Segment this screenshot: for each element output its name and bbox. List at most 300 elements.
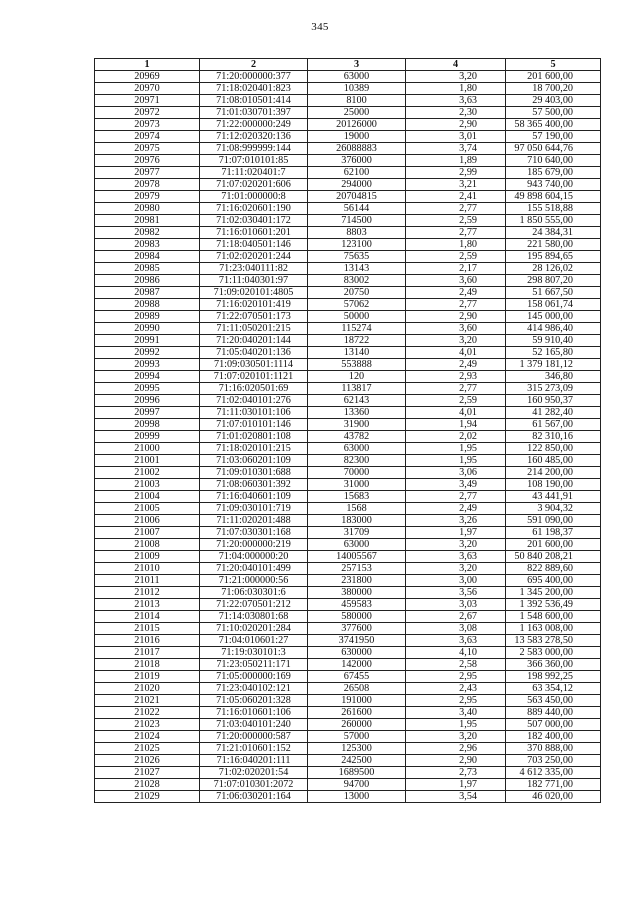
row-number-cell: 21028 (95, 779, 200, 791)
row-number-cell: 20990 (95, 323, 200, 335)
amount-cell: 346,80 (506, 371, 601, 383)
row-number-cell: 21021 (95, 695, 200, 707)
table-row (95, 683, 601, 695)
rate-cell: 2,59 (406, 215, 506, 227)
row-number-cell: 20985 (95, 263, 200, 275)
amount-cell: 703 250,00 (506, 755, 601, 767)
cadastral-number-cell: 71:04:000000:20 (200, 551, 308, 563)
amount-cell: 710 640,00 (506, 155, 601, 167)
rate-cell: 3,49 (406, 479, 506, 491)
table-row (95, 755, 601, 767)
table-row (95, 791, 601, 803)
rate-cell: 2,49 (406, 503, 506, 515)
amount-cell: 1 392 536,49 (506, 599, 601, 611)
amount-cell: 160 950,37 (506, 395, 601, 407)
amount-cell: 822 889,60 (506, 563, 601, 575)
area-cell: 20126000 (308, 119, 406, 131)
table-row (95, 359, 601, 371)
amount-cell: 182 400,00 (506, 731, 601, 743)
area-cell: 31900 (308, 419, 406, 431)
cadastral-number-cell: 71:16:010601:201 (200, 227, 308, 239)
table-row (95, 179, 601, 191)
row-number-cell: 21012 (95, 587, 200, 599)
area-cell: 15683 (308, 491, 406, 503)
table-row (95, 503, 601, 515)
row-number-cell: 20993 (95, 359, 200, 371)
table-row (95, 671, 601, 683)
rate-cell: 2,17 (406, 263, 506, 275)
row-number-cell: 21027 (95, 767, 200, 779)
amount-cell: 57 500,00 (506, 107, 601, 119)
cadastral-number-cell: 71:18:020101:215 (200, 443, 308, 455)
cadastral-number-cell: 71:11:040301:97 (200, 275, 308, 287)
table-row (95, 515, 601, 527)
rate-cell: 3,00 (406, 575, 506, 587)
table-row (95, 215, 601, 227)
amount-cell: 591 090,00 (506, 515, 601, 527)
rate-cell: 3,63 (406, 551, 506, 563)
area-cell: 1689500 (308, 767, 406, 779)
area-cell: 43782 (308, 431, 406, 443)
rate-cell: 2,73 (406, 767, 506, 779)
table-row (95, 743, 601, 755)
cadastral-number-cell: 71:07:020101:1121 (200, 371, 308, 383)
row-number-cell: 21017 (95, 647, 200, 659)
row-number-cell: 20977 (95, 167, 200, 179)
table-row (95, 131, 601, 143)
rate-cell: 2,49 (406, 359, 506, 371)
amount-cell: 43 441,91 (506, 491, 601, 503)
cadastral-number-cell: 71:09:030101:719 (200, 503, 308, 515)
row-number-cell: 20995 (95, 383, 200, 395)
cadastral-number-cell: 71:07:030301:168 (200, 527, 308, 539)
amount-cell: 145 000,00 (506, 311, 601, 323)
cadastral-number-cell: 71:11:050201:215 (200, 323, 308, 335)
row-number-cell: 20982 (95, 227, 200, 239)
row-number-cell: 21010 (95, 563, 200, 575)
table-row (95, 635, 601, 647)
amount-cell: 1 548 600,00 (506, 611, 601, 623)
table-row (95, 731, 601, 743)
table-row (95, 155, 601, 167)
cadastral-number-cell: 71:08:060301:392 (200, 479, 308, 491)
row-number-cell: 20981 (95, 215, 200, 227)
area-cell: 10389 (308, 83, 406, 95)
table-row (95, 563, 601, 575)
table-row (95, 491, 601, 503)
amount-cell: 63 354,12 (506, 683, 601, 695)
row-number-cell: 20998 (95, 419, 200, 431)
header-row (95, 59, 601, 71)
amount-cell: 414 986,40 (506, 323, 601, 335)
table-row (95, 251, 601, 263)
cadastral-number-cell: 71:03:060201:109 (200, 455, 308, 467)
row-number-cell: 20988 (95, 299, 200, 311)
rate-cell: 2,90 (406, 755, 506, 767)
area-cell: 62143 (308, 395, 406, 407)
area-cell: 63000 (308, 539, 406, 551)
row-number-cell: 20969 (95, 71, 200, 83)
cadastral-number-cell: 71:07:010101:85 (200, 155, 308, 167)
area-cell: 8100 (308, 95, 406, 107)
amount-cell: 214 200,00 (506, 467, 601, 479)
cadastral-number-cell: 71:23:040102:121 (200, 683, 308, 695)
area-cell: 3741950 (308, 635, 406, 647)
amount-cell: 108 190,00 (506, 479, 601, 491)
table-body (95, 71, 601, 803)
row-number-cell: 20975 (95, 143, 200, 155)
row-number-cell: 21022 (95, 707, 200, 719)
column-header-5: 5 (506, 59, 601, 71)
cadastral-number-cell: 71:07:010101:146 (200, 419, 308, 431)
row-number-cell: 21029 (95, 791, 200, 803)
table-row (95, 203, 601, 215)
cadastral-number-cell: 71:02:020201:54 (200, 767, 308, 779)
table-row (95, 695, 601, 707)
table-row (95, 263, 601, 275)
area-cell: 63000 (308, 71, 406, 83)
area-cell: 20704815 (308, 191, 406, 203)
cadastral-number-cell: 71:23:050211:171 (200, 659, 308, 671)
cadastral-number-cell: 71:20:040101:499 (200, 563, 308, 575)
rate-cell: 2,77 (406, 299, 506, 311)
rate-cell: 1,89 (406, 155, 506, 167)
table-row (95, 239, 601, 251)
row-number-cell: 21011 (95, 575, 200, 587)
area-cell: 56144 (308, 203, 406, 215)
rate-cell: 3,06 (406, 467, 506, 479)
table-row (95, 143, 601, 155)
amount-cell: 61 567,00 (506, 419, 601, 431)
amount-cell: 507 000,00 (506, 719, 601, 731)
rate-cell: 1,94 (406, 419, 506, 431)
rate-cell: 3,21 (406, 179, 506, 191)
row-number-cell: 20972 (95, 107, 200, 119)
row-number-cell: 21000 (95, 443, 200, 455)
cadastral-number-cell: 71:16:040601:109 (200, 491, 308, 503)
table-row (95, 647, 601, 659)
area-cell: 25000 (308, 107, 406, 119)
table-row (95, 707, 601, 719)
area-cell: 459583 (308, 599, 406, 611)
table-row (95, 347, 601, 359)
table-row (95, 383, 601, 395)
row-number-cell: 21004 (95, 491, 200, 503)
area-cell: 113817 (308, 383, 406, 395)
rate-cell: 1,95 (406, 455, 506, 467)
row-number-cell: 21008 (95, 539, 200, 551)
row-number-cell: 20970 (95, 83, 200, 95)
amount-cell: 298 807,20 (506, 275, 601, 287)
table-row (95, 455, 601, 467)
cadastral-number-cell: 71:11:020401:7 (200, 167, 308, 179)
cadastral-number-cell: 71:11:020201:488 (200, 515, 308, 527)
rate-cell: 3,20 (406, 563, 506, 575)
rate-cell: 3,63 (406, 635, 506, 647)
amount-cell: 51 667,50 (506, 287, 601, 299)
table-row (95, 611, 601, 623)
area-cell: 57000 (308, 731, 406, 743)
rate-cell: 2,95 (406, 671, 506, 683)
amount-cell: 59 910,40 (506, 335, 601, 347)
cadastral-number-cell: 71:02:040101:276 (200, 395, 308, 407)
cadastral-number-cell: 71:19:030101:3 (200, 647, 308, 659)
amount-cell: 563 450,00 (506, 695, 601, 707)
amount-cell: 82 310,16 (506, 431, 601, 443)
row-number-cell: 20971 (95, 95, 200, 107)
row-number-cell: 20984 (95, 251, 200, 263)
cadastral-number-cell: 71:07:010301:2072 (200, 779, 308, 791)
cadastral-number-cell: 71:22:070501:173 (200, 311, 308, 323)
cadastral-number-cell: 71:09:030501:1114 (200, 359, 308, 371)
table-row (95, 659, 601, 671)
rate-cell: 1,97 (406, 779, 506, 791)
rate-cell: 3,60 (406, 275, 506, 287)
cadastral-number-cell: 71:05:060201:328 (200, 695, 308, 707)
rate-cell: 2,58 (406, 659, 506, 671)
table-row (95, 311, 601, 323)
table-row (95, 443, 601, 455)
cadastral-number-cell: 71:02:020201:244 (200, 251, 308, 263)
amount-cell: 182 771,00 (506, 779, 601, 791)
amount-cell: 57 190,00 (506, 131, 601, 143)
cadastral-number-cell: 71:06:030201:164 (200, 791, 308, 803)
area-cell: 50000 (308, 311, 406, 323)
row-number-cell: 20986 (95, 275, 200, 287)
cadastral-number-cell: 71:01:000000:8 (200, 191, 308, 203)
area-cell: 94700 (308, 779, 406, 791)
row-number-cell: 21001 (95, 455, 200, 467)
row-number-cell: 20987 (95, 287, 200, 299)
cadastral-number-cell: 71:01:020801:108 (200, 431, 308, 443)
amount-cell: 195 894,65 (506, 251, 601, 263)
area-cell: 183000 (308, 515, 406, 527)
area-cell: 14005567 (308, 551, 406, 563)
amount-cell: 29 403,00 (506, 95, 601, 107)
rate-cell: 2,93 (406, 371, 506, 383)
table-row (95, 107, 601, 119)
table-row (95, 119, 601, 131)
cadastral-number-cell: 71:16:010601:106 (200, 707, 308, 719)
cadastral-number-cell: 71:22:000000:249 (200, 119, 308, 131)
cadastral-number-cell: 71:05:040201:136 (200, 347, 308, 359)
row-number-cell: 21006 (95, 515, 200, 527)
area-cell: 553888 (308, 359, 406, 371)
area-cell: 63000 (308, 443, 406, 455)
rate-cell: 2,59 (406, 395, 506, 407)
area-cell: 1568 (308, 503, 406, 515)
row-number-cell: 21019 (95, 671, 200, 683)
row-number-cell: 20976 (95, 155, 200, 167)
amount-cell: 50 840 208,21 (506, 551, 601, 563)
row-number-cell: 21014 (95, 611, 200, 623)
area-cell: 67455 (308, 671, 406, 683)
area-cell: 231800 (308, 575, 406, 587)
cadastral-number-cell: 71:16:040201:111 (200, 755, 308, 767)
rate-cell: 3,54 (406, 791, 506, 803)
rate-cell: 2,41 (406, 191, 506, 203)
table-row (95, 299, 601, 311)
amount-cell: 58 365 400,00 (506, 119, 601, 131)
row-number-cell: 21024 (95, 731, 200, 743)
amount-cell: 366 360,00 (506, 659, 601, 671)
rate-cell: 3,26 (406, 515, 506, 527)
table-row (95, 419, 601, 431)
column-header-4: 4 (406, 59, 506, 71)
cadastral-number-cell: 71:20:000000:587 (200, 731, 308, 743)
area-cell: 31000 (308, 479, 406, 491)
table-row (95, 395, 601, 407)
table-row (95, 275, 601, 287)
cadastral-number-cell: 71:08:999999:144 (200, 143, 308, 155)
area-cell: 261600 (308, 707, 406, 719)
area-cell: 13143 (308, 263, 406, 275)
amount-cell: 943 740,00 (506, 179, 601, 191)
table-row (95, 767, 601, 779)
amount-cell: 1 163 008,00 (506, 623, 601, 635)
rate-cell: 3,56 (406, 587, 506, 599)
row-number-cell: 21005 (95, 503, 200, 515)
cadastral-number-cell: 71:21:010601:152 (200, 743, 308, 755)
row-number-cell: 20980 (95, 203, 200, 215)
area-cell: 257153 (308, 563, 406, 575)
table-row (95, 779, 601, 791)
table-row (95, 599, 601, 611)
amount-cell: 1 379 181,12 (506, 359, 601, 371)
column-header-2: 2 (200, 59, 308, 71)
row-number-cell: 21016 (95, 635, 200, 647)
table-row (95, 587, 601, 599)
table-row (95, 167, 601, 179)
rate-cell: 2,02 (406, 431, 506, 443)
amount-cell: 160 485,00 (506, 455, 601, 467)
area-cell: 123100 (308, 239, 406, 251)
amount-cell: 61 198,37 (506, 527, 601, 539)
amount-cell: 122 850,00 (506, 443, 601, 455)
area-cell: 376000 (308, 155, 406, 167)
column-header-3: 3 (308, 59, 406, 71)
rate-cell: 2,59 (406, 251, 506, 263)
area-cell: 13000 (308, 791, 406, 803)
area-cell: 13360 (308, 407, 406, 419)
cadastral-number-cell: 71:18:020401:823 (200, 83, 308, 95)
rate-cell: 3,63 (406, 95, 506, 107)
rate-cell: 3,20 (406, 539, 506, 551)
rate-cell: 3,03 (406, 599, 506, 611)
table-row (95, 575, 601, 587)
area-cell: 8803 (308, 227, 406, 239)
amount-cell: 201 600,00 (506, 539, 601, 551)
area-cell: 62100 (308, 167, 406, 179)
row-number-cell: 21013 (95, 599, 200, 611)
cadastral-number-cell: 71:18:040501:146 (200, 239, 308, 251)
cadastral-number-cell: 71:08:010501:414 (200, 95, 308, 107)
area-cell: 20750 (308, 287, 406, 299)
cadastral-number-cell: 71:23:040111:82 (200, 263, 308, 275)
cadastral-number-cell: 71:07:020201:606 (200, 179, 308, 191)
row-number-cell: 20979 (95, 191, 200, 203)
rate-cell: 2,99 (406, 167, 506, 179)
row-number-cell: 21023 (95, 719, 200, 731)
rate-cell: 2,77 (406, 203, 506, 215)
area-cell: 75635 (308, 251, 406, 263)
amount-cell: 1 850 555,00 (506, 215, 601, 227)
amount-cell: 4 612 335,00 (506, 767, 601, 779)
table-row (95, 719, 601, 731)
amount-cell: 695 400,00 (506, 575, 601, 587)
page-number: 345 (311, 21, 329, 33)
rate-cell: 3,60 (406, 323, 506, 335)
cadastral-number-cell: 71:02:030401:172 (200, 215, 308, 227)
amount-cell: 52 165,80 (506, 347, 601, 359)
area-cell: 377600 (308, 623, 406, 635)
row-number-cell: 20991 (95, 335, 200, 347)
area-cell: 13140 (308, 347, 406, 359)
row-number-cell: 20996 (95, 395, 200, 407)
table-row (95, 479, 601, 491)
table-row (95, 95, 601, 107)
amount-cell: 198 992,25 (506, 671, 601, 683)
amount-cell: 221 580,00 (506, 239, 601, 251)
rate-cell: 1,95 (406, 719, 506, 731)
table-row (95, 467, 601, 479)
row-number-cell: 20973 (95, 119, 200, 131)
rate-cell: 3,08 (406, 623, 506, 635)
cadastral-number-cell: 71:05:000000:169 (200, 671, 308, 683)
row-number-cell: 21002 (95, 467, 200, 479)
row-number-cell: 21009 (95, 551, 200, 563)
area-cell: 26088883 (308, 143, 406, 155)
amount-cell: 28 126,02 (506, 263, 601, 275)
cadastral-number-cell: 71:22:070501:212 (200, 599, 308, 611)
area-cell: 18722 (308, 335, 406, 347)
table-row (95, 191, 601, 203)
cadastral-number-cell: 71:04:010601:27 (200, 635, 308, 647)
rate-cell: 2,77 (406, 227, 506, 239)
table-row (95, 551, 601, 563)
rate-cell: 3,20 (406, 731, 506, 743)
amount-cell: 97 050 644,76 (506, 143, 601, 155)
rate-cell: 1,80 (406, 83, 506, 95)
row-number-cell: 20999 (95, 431, 200, 443)
row-number-cell: 20997 (95, 407, 200, 419)
amount-cell: 889 440,00 (506, 707, 601, 719)
area-cell: 82300 (308, 455, 406, 467)
amount-cell: 158 061,74 (506, 299, 601, 311)
rate-cell: 2,77 (406, 491, 506, 503)
area-cell: 142000 (308, 659, 406, 671)
area-cell: 580000 (308, 611, 406, 623)
rate-cell: 3,20 (406, 335, 506, 347)
rate-cell: 3,40 (406, 707, 506, 719)
table-row (95, 407, 601, 419)
table-row (95, 371, 601, 383)
cadastral-number-cell: 71:16:020501:69 (200, 383, 308, 395)
table-row (95, 539, 601, 551)
area-cell: 294000 (308, 179, 406, 191)
area-cell: 19000 (308, 131, 406, 143)
row-number-cell: 21020 (95, 683, 200, 695)
rate-cell: 3,74 (406, 143, 506, 155)
rate-cell: 4,10 (406, 647, 506, 659)
amount-cell: 49 898 604,15 (506, 191, 601, 203)
amount-cell: 370 888,00 (506, 743, 601, 755)
area-cell: 125300 (308, 743, 406, 755)
rate-cell: 2,49 (406, 287, 506, 299)
cadastral-number-cell: 71:09:010301:688 (200, 467, 308, 479)
area-cell: 83002 (308, 275, 406, 287)
table-row (95, 287, 601, 299)
